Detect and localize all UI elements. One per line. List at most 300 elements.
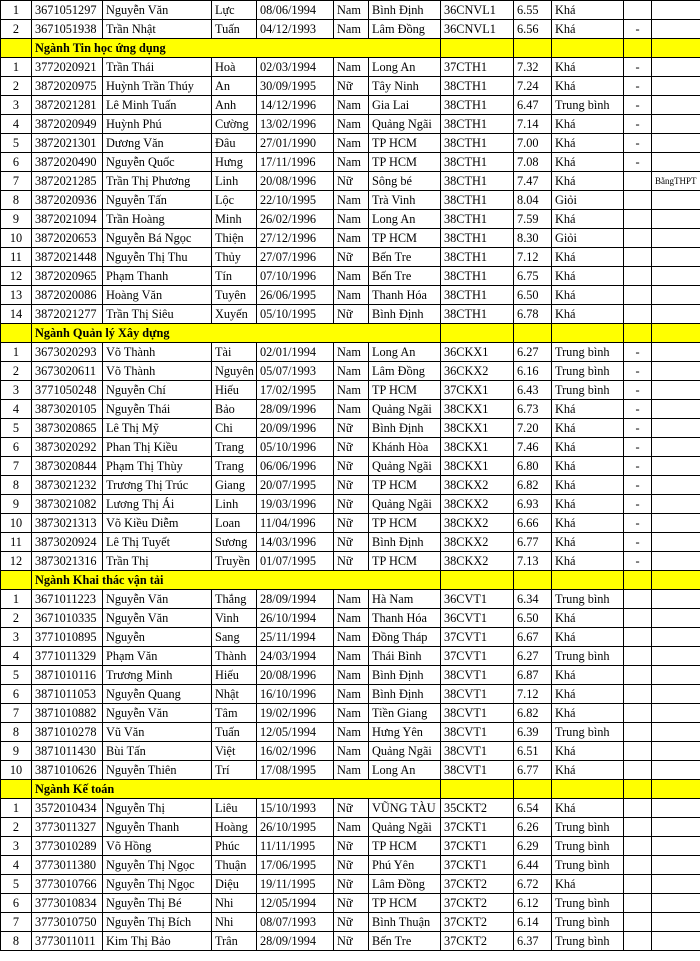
gpa-cell: 6.78: [514, 305, 552, 324]
table-row: [1, 913, 700, 932]
gpa-cell: 6.77: [514, 533, 552, 552]
row-number-cell: 5: [1, 419, 32, 438]
note-cell: [652, 647, 700, 666]
rank-cell: Khá: [552, 153, 624, 172]
row-number-cell: 9: [1, 742, 32, 761]
note-cell: [652, 1, 700, 20]
last-name-cell: Trương Minh: [103, 666, 212, 685]
note-cell: [652, 115, 700, 134]
gender-cell: Nữ: [334, 552, 369, 571]
rank-cell: Khá: [552, 685, 624, 704]
student-id-cell: 3872020965: [32, 267, 103, 286]
table-row: [1, 1, 700, 20]
birth-date-cell: 26/10/1995: [257, 818, 334, 837]
rank-cell: Giỏi: [552, 191, 624, 210]
section-cell: [624, 324, 652, 343]
class-cell: 38CTH1: [441, 229, 514, 248]
birth-date-cell: 08/06/1994: [257, 1, 334, 20]
mark-cell: -: [624, 96, 652, 115]
class-cell: 37CKT2: [441, 894, 514, 913]
birth-date-cell: 19/03/1996: [257, 495, 334, 514]
row-number-cell: 4: [1, 400, 32, 419]
table-row: [1, 419, 700, 438]
note-cell: [652, 685, 700, 704]
province-cell: Quảng Ngãi: [369, 115, 441, 134]
mark-cell: [624, 191, 652, 210]
province-cell: Bình Thuận: [369, 913, 441, 932]
class-cell: 36CKX2: [441, 362, 514, 381]
section-cell: [441, 571, 514, 590]
gender-cell: Nữ: [334, 514, 369, 533]
first-name-cell: Linh: [212, 495, 257, 514]
last-name-cell: Nguyễn Thị Bé: [103, 894, 212, 913]
student-id-cell: 3873021313: [32, 514, 103, 533]
birth-date-cell: 14/12/1996: [257, 96, 334, 115]
table-row: [1, 894, 700, 913]
birth-date-cell: 06/06/1996: [257, 457, 334, 476]
gpa-cell: 6.16: [514, 362, 552, 381]
mark-cell: [624, 723, 652, 742]
birth-date-cell: 16/10/1996: [257, 685, 334, 704]
section-cell: [552, 324, 624, 343]
gender-cell: Nữ: [334, 799, 369, 818]
province-cell: TP HCM: [369, 134, 441, 153]
row-number-cell: 6: [1, 438, 32, 457]
last-name-cell: Kim Thị Bảo: [103, 932, 212, 951]
row-number-cell: 5: [1, 134, 32, 153]
birth-date-cell: 17/02/1995: [257, 381, 334, 400]
province-cell: Phú Yên: [369, 856, 441, 875]
gpa-cell: 6.50: [514, 609, 552, 628]
gender-cell: Nữ: [334, 172, 369, 191]
student-id-cell: 3773011380: [32, 856, 103, 875]
section-title: Ngành Quản lý Xây dựng: [32, 324, 441, 343]
rank-cell: Trung bình: [552, 837, 624, 856]
mark-cell: -: [624, 476, 652, 495]
rank-cell: Trung bình: [552, 590, 624, 609]
gender-cell: Nam: [334, 742, 369, 761]
gender-cell: Nam: [334, 761, 369, 780]
province-cell: TP HCM: [369, 476, 441, 495]
class-cell: 37CKX1: [441, 381, 514, 400]
gpa-cell: 7.32: [514, 58, 552, 77]
table-row: [1, 818, 700, 837]
table-row: [1, 115, 700, 134]
mark-cell: -: [624, 495, 652, 514]
gpa-cell: 8.30: [514, 229, 552, 248]
rank-cell: Trung bình: [552, 647, 624, 666]
row-number-cell: 10: [1, 229, 32, 248]
rank-cell: Khá: [552, 400, 624, 419]
row-number-cell: 11: [1, 533, 32, 552]
province-cell: Sông bé: [369, 172, 441, 191]
rank-cell: Khá: [552, 533, 624, 552]
table-row: [1, 267, 700, 286]
mark-cell: -: [624, 552, 652, 571]
gpa-cell: 6.75: [514, 267, 552, 286]
first-name-cell: Hoàng: [212, 818, 257, 837]
first-name-cell: Thành: [212, 647, 257, 666]
birth-date-cell: 26/06/1995: [257, 286, 334, 305]
rank-cell: Khá: [552, 875, 624, 894]
last-name-cell: Nguyễn Thị Ngọc: [103, 875, 212, 894]
table-row: [1, 856, 700, 875]
student-id-cell: 3872020975: [32, 77, 103, 96]
province-cell: TP HCM: [369, 514, 441, 533]
last-name-cell: Nguyễn Thị: [103, 799, 212, 818]
gpa-cell: 6.27: [514, 343, 552, 362]
mark-cell: [624, 856, 652, 875]
class-cell: 38CTH1: [441, 210, 514, 229]
last-name-cell: Lương Thị Ái: [103, 495, 212, 514]
gender-cell: Nam: [334, 590, 369, 609]
row-number-cell: 3: [1, 837, 32, 856]
first-name-cell: Hưng: [212, 153, 257, 172]
gpa-cell: 7.46: [514, 438, 552, 457]
class-cell: 38CKX1: [441, 438, 514, 457]
province-cell: Tây Ninh: [369, 77, 441, 96]
student-id-cell: 3673020611: [32, 362, 103, 381]
rank-cell: Khá: [552, 77, 624, 96]
mark-cell: -: [624, 153, 652, 172]
province-cell: Bến Tre: [369, 932, 441, 951]
rank-cell: Trung bình: [552, 932, 624, 951]
student-id-cell: 3771010895: [32, 628, 103, 647]
last-name-cell: Nguyễn Bá Ngọc: [103, 229, 212, 248]
class-cell: 38CKX2: [441, 476, 514, 495]
gpa-cell: 6.82: [514, 476, 552, 495]
note-cell: BằngTHPT: [652, 172, 700, 191]
gpa-cell: 6.37: [514, 932, 552, 951]
table-row: [1, 305, 700, 324]
first-name-cell: Thiện: [212, 229, 257, 248]
student-id-cell: 3873021232: [32, 476, 103, 495]
section-cell: [441, 324, 514, 343]
row-number-cell: 5: [1, 875, 32, 894]
province-cell: Đồng Tháp: [369, 628, 441, 647]
first-name-cell: Tuyên: [212, 286, 257, 305]
birth-date-cell: 27/12/1996: [257, 229, 334, 248]
mark-cell: -: [624, 457, 652, 476]
last-name-cell: Nguyễn Chí: [103, 381, 212, 400]
gpa-cell: 6.26: [514, 818, 552, 837]
table-row: [1, 229, 700, 248]
mark-cell: [624, 609, 652, 628]
student-id-cell: 3671010335: [32, 609, 103, 628]
rank-cell: Giỏi: [552, 229, 624, 248]
gender-cell: Nữ: [334, 837, 369, 856]
first-name-cell: Nhật: [212, 685, 257, 704]
table-row: [1, 476, 700, 495]
note-cell: [652, 400, 700, 419]
section-cell: [1, 324, 32, 343]
note-cell: [652, 96, 700, 115]
last-name-cell: Lê Thị Mỹ: [103, 419, 212, 438]
row-number-cell: 12: [1, 267, 32, 286]
row-number-cell: 5: [1, 666, 32, 685]
student-id-cell: 3773010834: [32, 894, 103, 913]
mark-cell: -: [624, 419, 652, 438]
birth-date-cell: 05/07/1993: [257, 362, 334, 381]
province-cell: Long An: [369, 210, 441, 229]
note-cell: [652, 495, 700, 514]
class-cell: 38CKX2: [441, 533, 514, 552]
row-number-cell: 8: [1, 191, 32, 210]
note-cell: [652, 77, 700, 96]
rank-cell: Trung bình: [552, 96, 624, 115]
province-cell: Quảng Ngãi: [369, 495, 441, 514]
section-header-row: [1, 780, 700, 799]
class-cell: 36CNVL1: [441, 1, 514, 20]
class-cell: 38CVT1: [441, 723, 514, 742]
province-cell: Bến Tre: [369, 248, 441, 267]
note-cell: [652, 609, 700, 628]
row-number-cell: 7: [1, 172, 32, 191]
gpa-cell: 6.55: [514, 1, 552, 20]
birth-date-cell: 07/10/1996: [257, 267, 334, 286]
note-cell: [652, 419, 700, 438]
table-row: [1, 343, 700, 362]
row-number-cell: 13: [1, 286, 32, 305]
row-number-cell: 4: [1, 647, 32, 666]
rank-cell: Khá: [552, 20, 624, 39]
class-cell: 38CTH1: [441, 191, 514, 210]
last-name-cell: Nguyễn Thị Thu: [103, 248, 212, 267]
rank-cell: Trung bình: [552, 362, 624, 381]
class-cell: 38CVT1: [441, 704, 514, 723]
gender-cell: Nam: [334, 666, 369, 685]
note-cell: [652, 134, 700, 153]
province-cell: Long An: [369, 58, 441, 77]
mark-cell: -: [624, 115, 652, 134]
province-cell: Gia Lai: [369, 96, 441, 115]
section-cell: [1, 39, 32, 58]
gender-cell: Nữ: [334, 533, 369, 552]
note-cell: [652, 628, 700, 647]
table-row: [1, 514, 700, 533]
table-row: [1, 723, 700, 742]
student-id-cell: 3871010626: [32, 761, 103, 780]
gender-cell: Nam: [334, 58, 369, 77]
birth-date-cell: 20/07/1995: [257, 476, 334, 495]
birth-date-cell: 20/08/1996: [257, 666, 334, 685]
section-cell: [552, 571, 624, 590]
note-cell: [652, 932, 700, 951]
gpa-cell: 7.12: [514, 248, 552, 267]
rank-cell: Khá: [552, 58, 624, 77]
last-name-cell: Nguyễn Tấn: [103, 191, 212, 210]
gender-cell: Nam: [334, 647, 369, 666]
class-cell: 36CVT1: [441, 609, 514, 628]
gpa-cell: 6.27: [514, 647, 552, 666]
gpa-cell: 6.93: [514, 495, 552, 514]
row-number-cell: 2: [1, 362, 32, 381]
student-id-cell: 3673020293: [32, 343, 103, 362]
note-cell: [652, 58, 700, 77]
gpa-cell: 6.12: [514, 894, 552, 913]
mark-cell: [624, 742, 652, 761]
section-cell: [652, 324, 700, 343]
table-row: [1, 286, 700, 305]
note-cell: [652, 533, 700, 552]
rank-cell: Khá: [552, 495, 624, 514]
note-cell: [652, 875, 700, 894]
birth-date-cell: 27/01/1990: [257, 134, 334, 153]
table-row: [1, 248, 700, 267]
table-row: [1, 666, 700, 685]
row-number-cell: 4: [1, 856, 32, 875]
mark-cell: [624, 647, 652, 666]
row-number-cell: 2: [1, 20, 32, 39]
gender-cell: Nữ: [334, 419, 369, 438]
rank-cell: Khá: [552, 210, 624, 229]
section-cell: [652, 571, 700, 590]
gpa-cell: 6.87: [514, 666, 552, 685]
row-number-cell: 6: [1, 685, 32, 704]
student-id-cell: 3771050248: [32, 381, 103, 400]
last-name-cell: Phạm Thanh: [103, 267, 212, 286]
gpa-cell: 7.47: [514, 172, 552, 191]
gpa-cell: 6.43: [514, 381, 552, 400]
class-cell: 37CVT1: [441, 647, 514, 666]
section-cell: [624, 780, 652, 799]
gender-cell: Nữ: [334, 913, 369, 932]
rank-cell: Khá: [552, 704, 624, 723]
table-row: [1, 400, 700, 419]
class-cell: 38CTH1: [441, 305, 514, 324]
birth-date-cell: 19/11/1995: [257, 875, 334, 894]
gender-cell: Nam: [334, 343, 369, 362]
note-cell: [652, 305, 700, 324]
birth-date-cell: 08/07/1993: [257, 913, 334, 932]
student-id-cell: 3873020105: [32, 400, 103, 419]
section-cell: [514, 571, 552, 590]
gender-cell: Nam: [334, 723, 369, 742]
table-row: [1, 172, 700, 191]
mark-cell: -: [624, 438, 652, 457]
first-name-cell: Minh: [212, 210, 257, 229]
row-number-cell: 9: [1, 495, 32, 514]
birth-date-cell: 24/03/1994: [257, 647, 334, 666]
birth-date-cell: 25/11/1994: [257, 628, 334, 647]
class-cell: 38CKX2: [441, 552, 514, 571]
student-id-cell: 3872020086: [32, 286, 103, 305]
birth-date-cell: 11/04/1996: [257, 514, 334, 533]
mark-cell: [624, 210, 652, 229]
gender-cell: Nam: [334, 96, 369, 115]
table-row: [1, 191, 700, 210]
row-number-cell: 1: [1, 343, 32, 362]
rank-cell: Trung bình: [552, 723, 624, 742]
section-cell: [441, 39, 514, 58]
last-name-cell: Võ Kiều Diễm: [103, 514, 212, 533]
gender-cell: Nữ: [334, 438, 369, 457]
birth-date-cell: 30/09/1995: [257, 77, 334, 96]
note-cell: [652, 799, 700, 818]
last-name-cell: Dương Văn: [103, 134, 212, 153]
gpa-cell: 7.24: [514, 77, 552, 96]
mark-cell: -: [624, 400, 652, 419]
gender-cell: Nữ: [334, 305, 369, 324]
note-cell: [652, 552, 700, 571]
student-id-cell: 3872020653: [32, 229, 103, 248]
birth-date-cell: 19/02/1996: [257, 704, 334, 723]
table-row: [1, 96, 700, 115]
table-row: [1, 742, 700, 761]
table-row: [1, 362, 700, 381]
first-name-cell: Tâm: [212, 704, 257, 723]
rank-cell: Trung bình: [552, 913, 624, 932]
class-cell: 38CTH1: [441, 77, 514, 96]
class-cell: 38CVT1: [441, 666, 514, 685]
last-name-cell: Nguyễn Thiên: [103, 761, 212, 780]
section-cell: [514, 324, 552, 343]
first-name-cell: Tuấn: [212, 723, 257, 742]
first-name-cell: Lực: [212, 1, 257, 20]
first-name-cell: Bảo: [212, 400, 257, 419]
first-name-cell: Truyền: [212, 552, 257, 571]
row-number-cell: 1: [1, 58, 32, 77]
province-cell: Bình Định: [369, 666, 441, 685]
mark-cell: -: [624, 20, 652, 39]
note-cell: [652, 286, 700, 305]
province-cell: Bình Định: [369, 1, 441, 20]
province-cell: Long An: [369, 761, 441, 780]
mark-cell: [624, 913, 652, 932]
first-name-cell: Lộc: [212, 191, 257, 210]
gpa-cell: 6.29: [514, 837, 552, 856]
table-row: [1, 58, 700, 77]
birth-date-cell: 27/07/1996: [257, 248, 334, 267]
birth-date-cell: 28/09/1996: [257, 400, 334, 419]
last-name-cell: Nguyễn Quang: [103, 685, 212, 704]
province-cell: VŨNG TÀU: [369, 799, 441, 818]
mark-cell: -: [624, 343, 652, 362]
province-cell: Hà Nam: [369, 590, 441, 609]
gender-cell: Nam: [334, 628, 369, 647]
row-number-cell: 4: [1, 115, 32, 134]
table-row: [1, 210, 700, 229]
last-name-cell: Nguyễn Quốc: [103, 153, 212, 172]
birth-date-cell: 28/09/1994: [257, 932, 334, 951]
first-name-cell: Trang: [212, 457, 257, 476]
class-cell: 38CVT1: [441, 742, 514, 761]
rank-cell: Khá: [552, 514, 624, 533]
class-cell: 38CTH1: [441, 267, 514, 286]
note-cell: [652, 856, 700, 875]
province-cell: Quảng Ngãi: [369, 742, 441, 761]
last-name-cell: Võ Hồng: [103, 837, 212, 856]
note-cell: [652, 666, 700, 685]
rank-cell: Khá: [552, 267, 624, 286]
class-cell: 36CVT1: [441, 590, 514, 609]
province-cell: Bến Tre: [369, 267, 441, 286]
birth-date-cell: 04/12/1993: [257, 20, 334, 39]
class-cell: 38CKX1: [441, 457, 514, 476]
class-cell: 37CKT1: [441, 818, 514, 837]
note-cell: [652, 438, 700, 457]
section-cell: [1, 780, 32, 799]
row-number-cell: 10: [1, 761, 32, 780]
mark-cell: -: [624, 514, 652, 533]
last-name-cell: Lê Thị Tuyết: [103, 533, 212, 552]
row-number-cell: 8: [1, 932, 32, 951]
row-number-cell: 7: [1, 704, 32, 723]
class-cell: 37CKT2: [441, 913, 514, 932]
student-id-cell: 3873020865: [32, 419, 103, 438]
last-name-cell: Trương Thị Trúc: [103, 476, 212, 495]
province-cell: Bình Định: [369, 533, 441, 552]
